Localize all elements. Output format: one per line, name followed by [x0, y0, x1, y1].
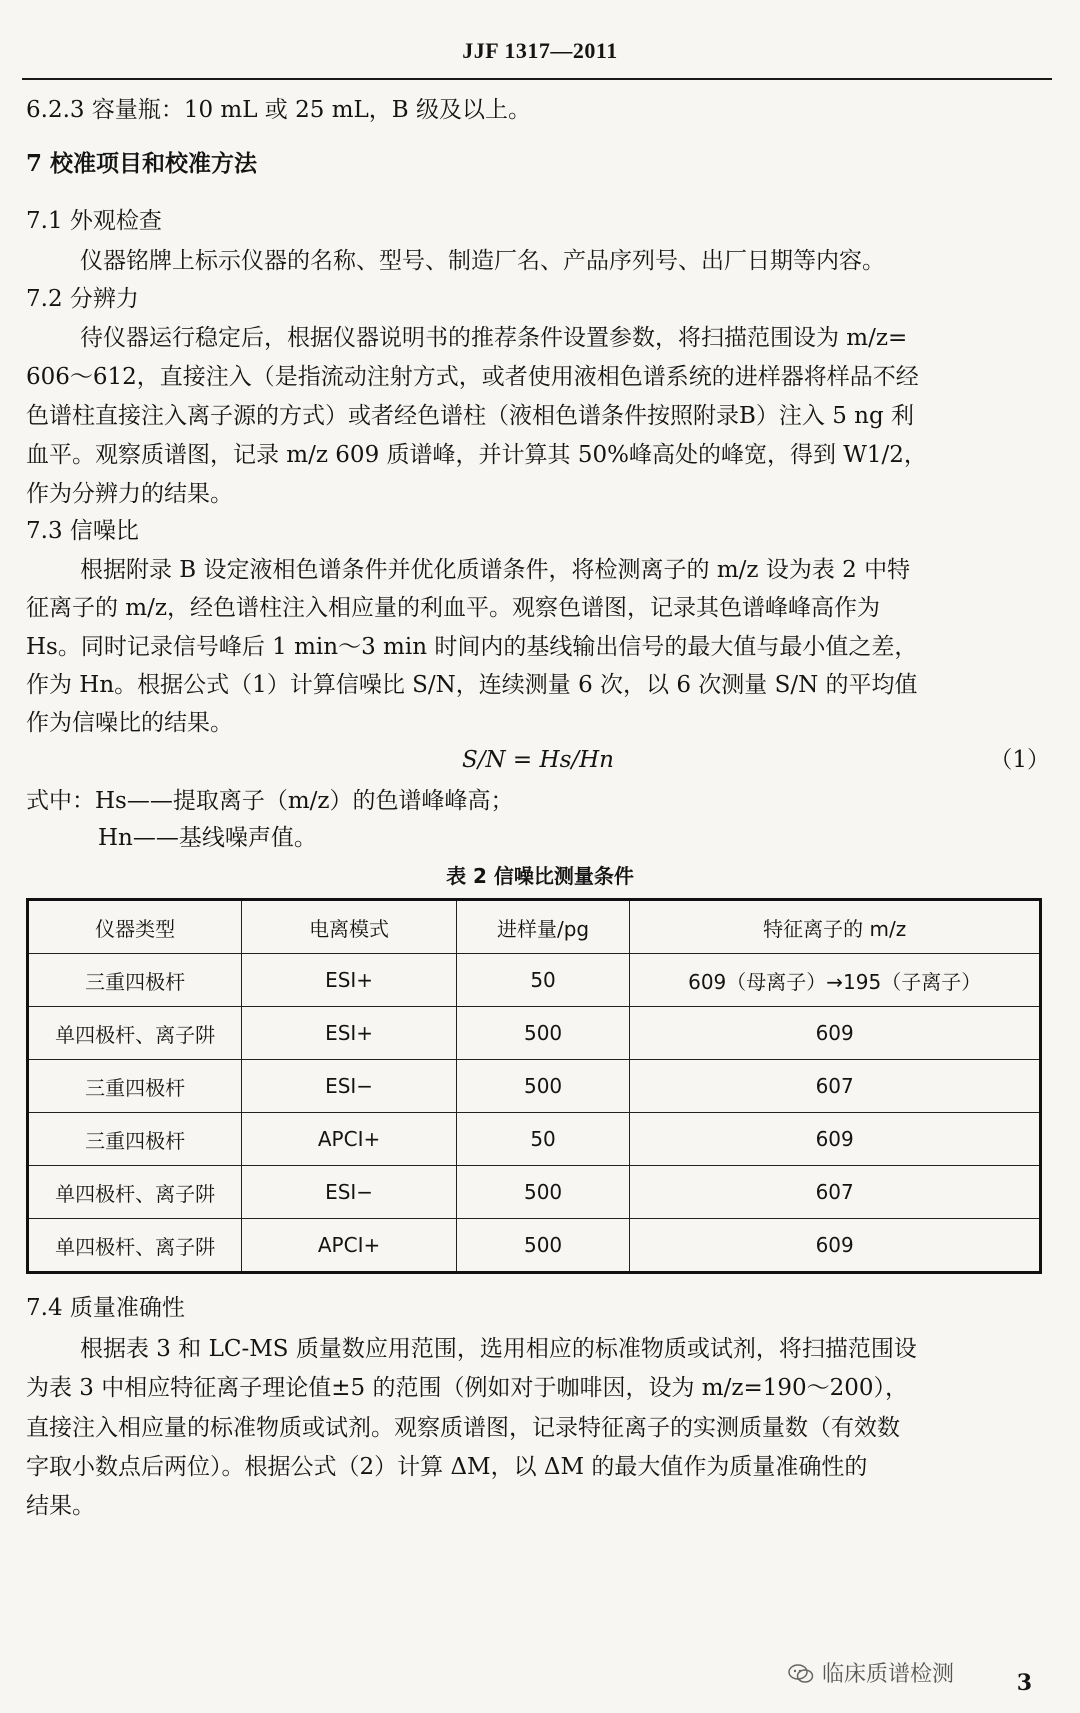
table-cell: 609 [630, 1219, 1041, 1273]
table-cell: ESI− [242, 1166, 456, 1219]
table-cell: 50 [456, 954, 630, 1007]
clause-7-3-line-5: 作为信噪比的结果。 [26, 710, 233, 736]
clause-7-3-line-4: 作为 Hn。根据公式（1）计算信噪比 S/N，连续测量 6 次，以 6 次测量 S/N 的平均值 [26, 672, 918, 698]
table-cell: APCI+ [242, 1113, 456, 1166]
clause-7-1-text: 仪器铭牌上标示仪器的名称、型号、制造厂名、产品序列号、出厂日期等内容。 [80, 248, 885, 274]
clause-7-4-line-4: 字取小数点后两位）。根据公式（2）计算 ΔM，以 ΔM 的最大值作为质量准确性的 [26, 1454, 868, 1480]
formula-where-1: 式中：Hs——提取离子（m/z）的色谱峰峰高； [26, 788, 514, 814]
table-header-cell: 电离模式 [242, 900, 456, 954]
table-cell: ESI+ [242, 954, 456, 1007]
table-cell: 单四极杆、离子阱 [28, 1219, 242, 1273]
clause-7-3-line-2: 征离子的 m/z，经色谱柱注入相应量的利血平。观察色谱图，记录其色谱峰峰高作为 [26, 595, 880, 621]
clause-7-4-line-5: 结果。 [26, 1493, 95, 1519]
clause-7-4-line-2: 为表 3 中相应特征离子理论值±5 的范围（例如对于咖啡因，设为 m/z=190～200）， [26, 1375, 909, 1401]
watermark-text: 临床质谱检测 [821, 1662, 954, 1687]
table-cell: 单四极杆、离子阱 [28, 1007, 242, 1060]
table-cell: 500 [456, 1007, 630, 1060]
clause-7-4-line-1: 根据表 3 和 LC-MS 质量数应用范围，选用相应的标准物质或试剂，将扫描范围设 [80, 1336, 917, 1362]
clause-7-3-line-3: Hs。同时记录信号峰后 1 min～3 min 时间内的基线输出信号的最大值与最小值之差， [26, 634, 918, 660]
table-header-cell: 进样量/pg [456, 900, 630, 954]
table-cell: 500 [456, 1166, 630, 1219]
formula-1: S/N = Hs/Hn [461, 747, 614, 773]
table-caption: 表 2 信噪比测量条件 [446, 864, 634, 888]
table-cell: 500 [456, 1060, 630, 1113]
table-cell: ESI− [242, 1060, 456, 1113]
clause-7-2-line-5: 作为分辨力的结果。 [26, 481, 233, 507]
wechat-icon [788, 1664, 814, 1684]
clause-7-4-title: 7.4 质量准确性 [26, 1295, 185, 1321]
clause-7-1-title: 7.1 外观检查 [26, 208, 162, 234]
table-row [28, 1166, 1041, 1219]
clause-7-3-line-1: 根据附录 B 设定液相色谱条件并优化质谱条件，将检测离子的 m/z 设为表 2 中特 [80, 557, 911, 583]
table-header-cell: 特征离子的 m/z [630, 900, 1041, 954]
formula-where-2: Hn——基线噪声值。 [98, 825, 317, 851]
clause-6-2-3: 6.2.3 容量瓶：10 mL 或 25 mL，B 级及以上。 [26, 97, 531, 123]
table-row [28, 1219, 1041, 1273]
clause-7-4-line-3: 直接注入相应量的标准物质或试剂。观察质谱图，记录特征离子的实测质量数（有效数 [26, 1415, 900, 1441]
table-cell: 609（母离子）→195（子离子） [630, 954, 1041, 1007]
table-cell: 500 [456, 1219, 630, 1273]
clause-7-2-line-2: 606～612，直接注入（是指流动注射方式，或者使用液相色谱系统的进样器将样品不经 [26, 364, 919, 390]
table-cell: 三重四极杆 [28, 1060, 242, 1113]
header-rule [22, 78, 1052, 80]
watermark [788, 1657, 954, 1688]
page-header: JJF 1317—2011 [462, 38, 618, 63]
table-cell: 607 [630, 1060, 1041, 1113]
clause-7-2-title: 7.2 分辨力 [26, 286, 139, 312]
table-header-cell: 仪器类型 [28, 900, 242, 954]
table-cell: 609 [630, 1007, 1041, 1060]
table-cell: ESI+ [242, 1007, 456, 1060]
table-header-row [28, 900, 1041, 954]
clause-7-2-line-4: 血平。观察质谱图，记录 m/z 609 质谱峰，并计算其 50%峰高处的峰宽，得到 W1/2， [26, 442, 927, 468]
table-cell: 单四极杆、离子阱 [28, 1166, 242, 1219]
table-cell: 三重四极杆 [28, 1113, 242, 1166]
table-cell: 50 [456, 1113, 630, 1166]
table-row [28, 1007, 1041, 1060]
clause-7-2-line-3: 色谱柱直接注入离子源的方式）或者经色谱柱（液相色谱条件按照附录B）注入 5 ng 利 [26, 403, 915, 429]
section-7-title: 7 校准项目和校准方法 [26, 150, 258, 177]
table-row [28, 1060, 1041, 1113]
clause-7-2-line-1: 待仪器运行稳定后，根据仪器说明书的推荐条件设置参数，将扫描范围设为 m/z= [80, 325, 908, 351]
clause-7-3-title: 7.3 信噪比 [26, 518, 139, 544]
table-cell: APCI+ [242, 1219, 456, 1273]
formula-number: （1） [989, 747, 1050, 773]
snr-conditions-table [26, 898, 1042, 1274]
table-cell: 607 [630, 1166, 1041, 1219]
table-cell: 三重四极杆 [28, 954, 242, 1007]
table-row [28, 954, 1041, 1007]
table-cell: 609 [630, 1113, 1041, 1166]
page-number: 3 [1016, 1670, 1032, 1696]
table-row [28, 1113, 1041, 1166]
